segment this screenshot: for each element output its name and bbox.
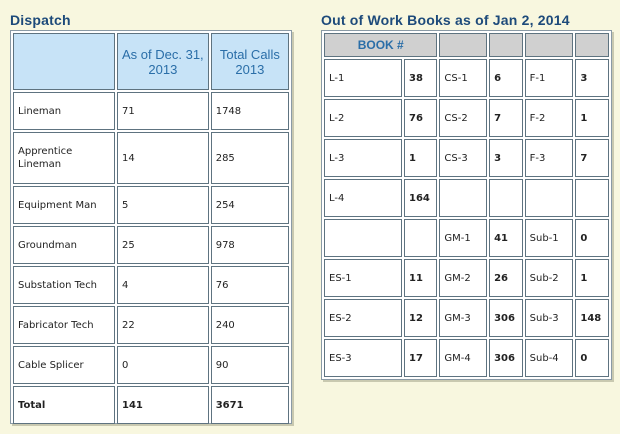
book-code: F-3 xyxy=(525,139,574,177)
row-label: Total xyxy=(13,386,115,424)
book-count: 38 xyxy=(404,59,437,97)
table-row xyxy=(324,259,609,297)
table-row xyxy=(13,386,289,424)
table-row xyxy=(13,132,289,184)
table-row xyxy=(13,266,289,304)
book-code: Sub-3 xyxy=(525,299,574,337)
book-code: Sub-1 xyxy=(525,219,574,257)
book-code: ES-3 xyxy=(324,339,402,377)
as-of-value: 71 xyxy=(117,92,209,130)
book-count: 26 xyxy=(489,259,523,297)
books-table-container xyxy=(321,30,612,380)
out-of-work-books-title: Out of Work Books as of Jan 2, 2014 xyxy=(321,12,570,28)
as-of-value: 141 xyxy=(117,386,209,424)
book-count: 3 xyxy=(575,59,609,97)
as-of-value: 14 xyxy=(117,132,209,184)
table-row xyxy=(324,179,609,217)
table-row xyxy=(13,306,289,344)
table-row xyxy=(324,219,609,257)
row-label: Substation Tech xyxy=(13,266,115,304)
book-count: 12 xyxy=(404,299,437,337)
book-code: CS-2 xyxy=(439,99,487,137)
book-count: 1 xyxy=(404,139,437,177)
as-of-value: 5 xyxy=(117,186,209,224)
book-code: Sub-2 xyxy=(525,259,574,297)
book-code: Sub-4 xyxy=(525,339,574,377)
book-count: 41 xyxy=(489,219,523,257)
book-code: GM-2 xyxy=(439,259,487,297)
row-label: Lineman xyxy=(13,92,115,130)
table-row xyxy=(13,92,289,130)
as-of-value: 0 xyxy=(117,346,209,384)
header-blank xyxy=(575,33,609,57)
books-table xyxy=(322,31,611,379)
row-label: Fabricator Tech xyxy=(13,306,115,344)
book-count: 0 xyxy=(575,219,609,257)
dispatch-title: Dispatch xyxy=(10,12,71,28)
table-row xyxy=(324,299,609,337)
book-count: 7 xyxy=(575,139,609,177)
book-count: 7 xyxy=(489,99,523,137)
total-calls-value: 978 xyxy=(211,226,289,264)
book-count: 1 xyxy=(575,99,609,137)
row-label: Equipment Man xyxy=(13,186,115,224)
books-table-body xyxy=(324,59,609,377)
book-code: L-1 xyxy=(324,59,402,97)
table-row xyxy=(13,186,289,224)
dispatch-table-container xyxy=(10,30,292,424)
book-count: 0 xyxy=(575,339,609,377)
book-code: L-4 xyxy=(324,179,402,217)
book-count: 6 xyxy=(489,59,523,97)
row-label: Cable Splicer xyxy=(13,346,115,384)
book-code: GM-4 xyxy=(439,339,487,377)
row-label: Groundman xyxy=(13,226,115,264)
book-code: L-2 xyxy=(324,99,402,137)
as-of-value: 25 xyxy=(117,226,209,264)
total-calls-value: 285 xyxy=(211,132,289,184)
total-calls-value: 1748 xyxy=(211,92,289,130)
book-code xyxy=(324,219,402,257)
dispatch-table-body xyxy=(13,92,289,424)
book-count: 164 xyxy=(404,179,437,217)
header-total-calls: Total Calls 2013 xyxy=(211,33,289,90)
book-count xyxy=(575,179,609,217)
book-count: 1 xyxy=(575,259,609,297)
book-count: 17 xyxy=(404,339,437,377)
total-calls-value: 76 xyxy=(211,266,289,304)
book-code: CS-3 xyxy=(439,139,487,177)
book-count: 76 xyxy=(404,99,437,137)
row-label: Apprentice Lineman xyxy=(13,132,115,184)
book-code xyxy=(439,179,487,217)
book-count: 11 xyxy=(404,259,437,297)
book-code xyxy=(525,179,574,217)
table-row xyxy=(324,139,609,177)
as-of-value: 4 xyxy=(117,266,209,304)
book-count: 148 xyxy=(575,299,609,337)
book-code: F-1 xyxy=(525,59,574,97)
book-code: L-3 xyxy=(324,139,402,177)
book-count: 306 xyxy=(489,299,523,337)
book-count: 3 xyxy=(489,139,523,177)
header-blank xyxy=(489,33,523,57)
total-calls-value: 3671 xyxy=(211,386,289,424)
table-row xyxy=(324,99,609,137)
table-row xyxy=(13,346,289,384)
header-book-number: BOOK # xyxy=(324,33,437,57)
book-code: F-2 xyxy=(525,99,574,137)
total-calls-value: 254 xyxy=(211,186,289,224)
table-row xyxy=(13,226,289,264)
dispatch-table xyxy=(11,31,291,426)
total-calls-value: 240 xyxy=(211,306,289,344)
book-code: CS-1 xyxy=(439,59,487,97)
header-blank xyxy=(13,33,115,90)
book-count: 306 xyxy=(489,339,523,377)
book-code: GM-3 xyxy=(439,299,487,337)
header-as-of: As of Dec. 31, 2013 xyxy=(117,33,209,90)
header-blank xyxy=(439,33,487,57)
book-count xyxy=(404,219,437,257)
table-row xyxy=(324,59,609,97)
book-code: ES-2 xyxy=(324,299,402,337)
table-row xyxy=(324,339,609,377)
book-code: GM-1 xyxy=(439,219,487,257)
book-count xyxy=(489,179,523,217)
as-of-value: 22 xyxy=(117,306,209,344)
book-code: ES-1 xyxy=(324,259,402,297)
total-calls-value: 90 xyxy=(211,346,289,384)
header-blank xyxy=(525,33,574,57)
